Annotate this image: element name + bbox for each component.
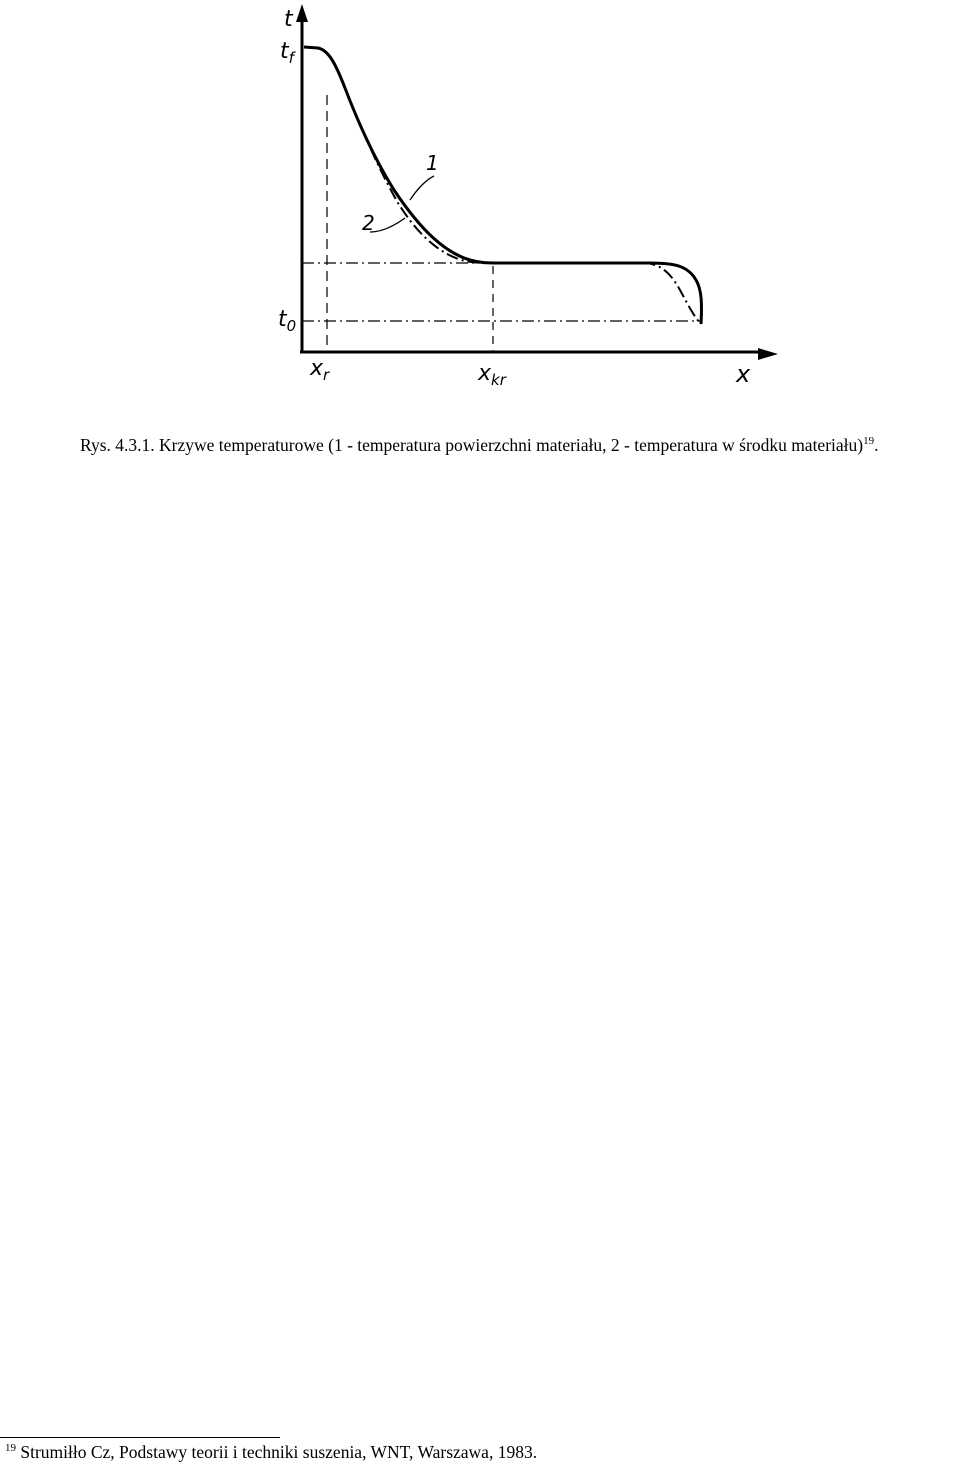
y-axis-label: t bbox=[284, 7, 293, 32]
x-axis-arrow bbox=[758, 348, 778, 360]
caption-end: . bbox=[874, 435, 879, 455]
footnote-mark: 19 bbox=[5, 1442, 16, 1455]
temperature-curves-figure bbox=[270, 0, 790, 395]
curve-2-center-temperature bbox=[345, 88, 701, 324]
x-r-label: $x_r$ bbox=[310, 356, 330, 384]
x-kr-label: $x_{kr}$ bbox=[478, 361, 506, 389]
footnote-rule bbox=[0, 1437, 280, 1438]
footnote-text: Strumiłło Cz, Podstawy teorii i techniki suszenia, WNT, Warszawa, 1983. bbox=[16, 1442, 538, 1462]
curve-1-surface-temperature bbox=[304, 47, 701, 324]
footnote bbox=[5, 1441, 537, 1463]
curve-1-label: 1 bbox=[426, 151, 439, 175]
curve-2-leader bbox=[370, 218, 405, 232]
t-f-label: $t_f$ bbox=[280, 39, 294, 67]
t-0-label: $t_0$ bbox=[278, 307, 297, 335]
x-axis-label: x bbox=[736, 360, 751, 388]
curve-1-leader bbox=[410, 176, 434, 200]
caption-text: Rys. 4.3.1. Krzywe temperaturowe (1 - temperatura powierzchni materiału, 2 - temperatura w środku materiału) bbox=[80, 435, 864, 455]
curve-2-label: 2 bbox=[362, 211, 375, 235]
y-axis-arrow bbox=[296, 4, 308, 22]
caption-footnote-ref: 19 bbox=[863, 435, 875, 448]
figure-caption bbox=[80, 434, 950, 456]
